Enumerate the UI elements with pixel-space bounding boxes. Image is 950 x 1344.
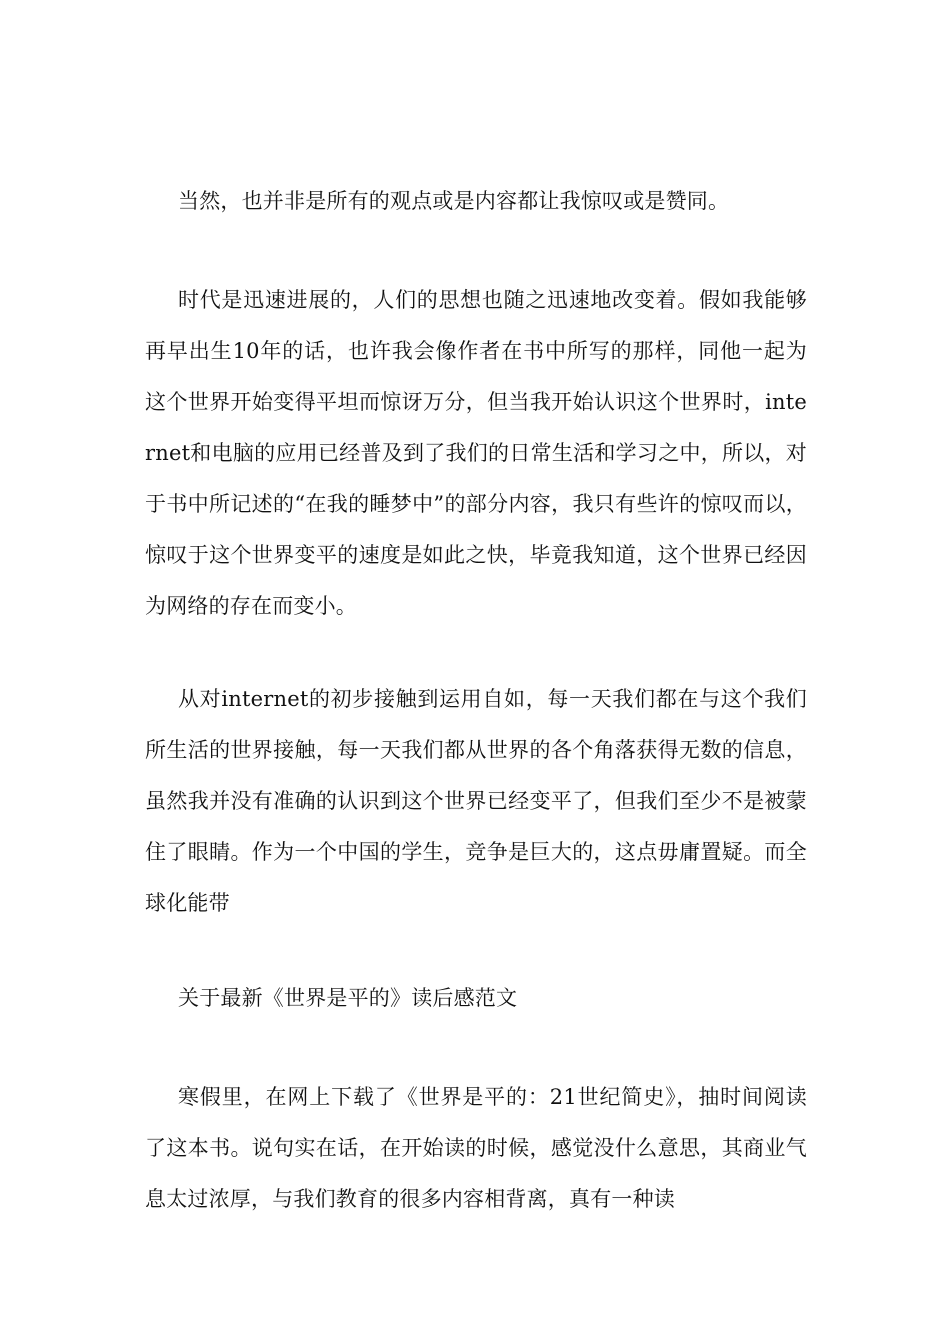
essay-title: 关于最新《世界是平的》读后感范文 [178,986,518,1010]
paragraph-winter-reading: 寒假里，在网上下载了《世界是平的：21世纪简史》，抽时间阅读了这本书。说句实在话，在开始读的时候，感觉没什么意思，其商业气息太过浓厚，与我们教育的很多内容相背离，真有一种读 [145,1085,807,1211]
paragraph-internet-contact: 从对internet的初步接触到运用自如，每一天我们都在与这个我们所生活的世界接触，每一天我们都从世界的各个角落获得无数的信息，虽然我并没有准确的认识到这个世界已经变平了，但我们至少不是被蒙住了眼睛。作为一个中国的学生，竞争是巨大的，这点毋庸置疑。而全球化能带 [145,687,807,915]
paragraph-era-change: 时代是迅速进展的，人们的思想也随之迅速地改变着。假如我能够再早出生10年的话，也许我会像作者在书中所写的那样，同他一起为这个世界开始变得平坦而惊讶万分，但当我开始认识这个世界时，internet和电脑的应用已经普及到了我们的日常生活和学习之中，所以，对于书中所记述的“在我的睡梦中”的部分内容，我只有些许的惊叹而以，惊叹于这个世界变平的速度是如此之快，毕竟我知道，这个世界已经因为网络的存在而变小。 [145,288,807,618]
paragraph-opinion-note: 当然，也并非是所有的观点或是内容都让我惊叹或是赞同。 [178,189,730,213]
